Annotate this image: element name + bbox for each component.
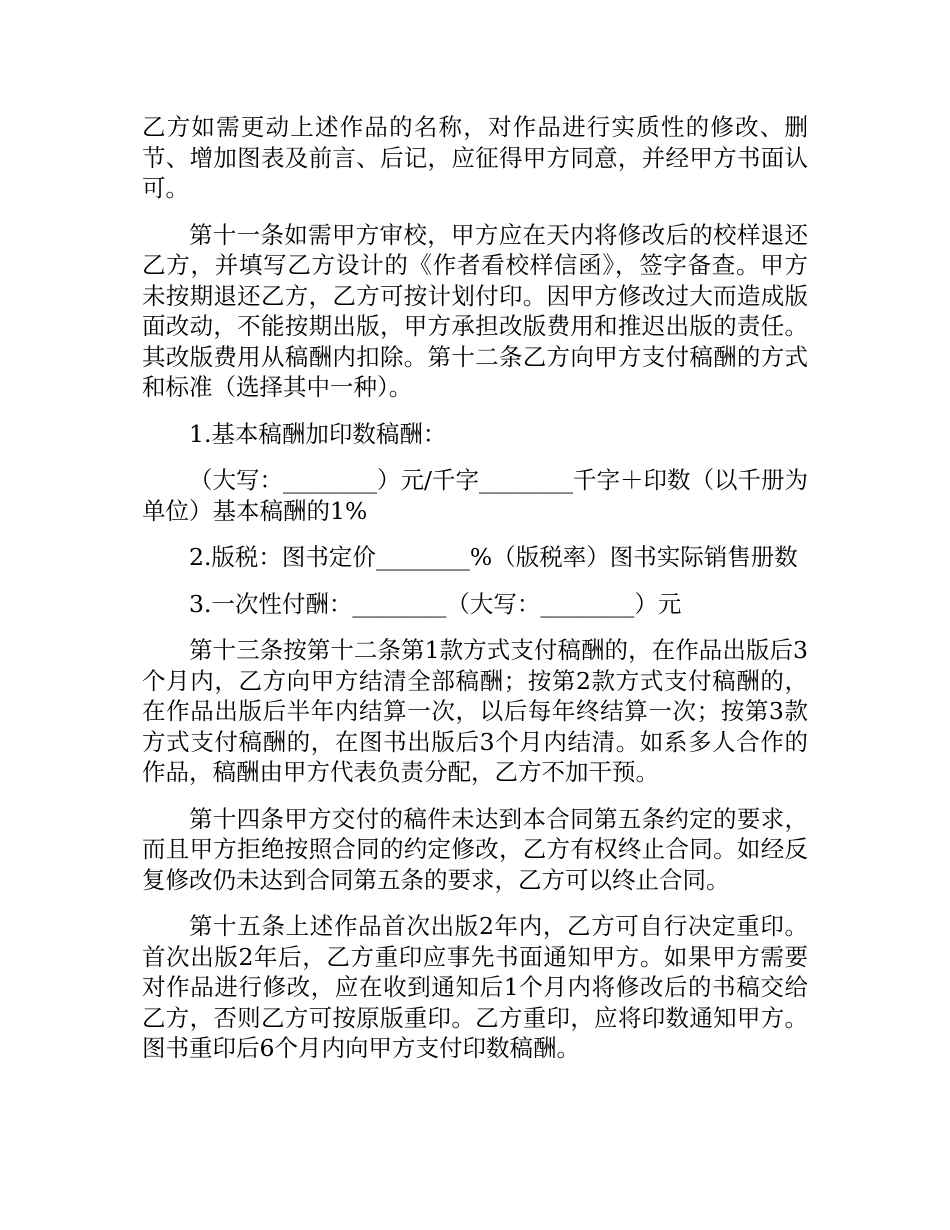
paragraph-article-11: 第十一条如需甲方审校，甲方应在天内将修改后的校样退还乙方，并填写乙方设计的《作者看校样信函》，签字备查。甲方未按期退还乙方，乙方可按计划付印。因甲方修改过大而造成版面改动，不能按期出版，甲方承担改版费用和推迟出版的责任。其改版费用从稿酬内扣除。第十二条乙方向甲方支付稿酬的方式和标准（选择其中一种）。: [142, 220, 808, 401]
paragraph-article-15: 第十五条上述作品首次出版2年内，乙方可自行决定重印。首次出版2年后，乙方重印应事先书面通知甲方。如果甲方需要对作品进行修改，应在收到通知后1个月内将修改后的书稿交给乙方，否则乙方可按原版重印。乙方重印，应将印数通知甲方。图书重印后6个月内向甲方支付印数稿酬。: [142, 912, 808, 1062]
paragraph-article-13: 第十三条按第十二条第1款方式支付稿酬的，在作品出版后3个月内，乙方向甲方结清全部稿酬；按第2款方式支付稿酬的，在作品出版后半年内结算一次，以后每年终结算一次；按第3款方式支付稿酬的，在图书出版后3个月内结清。如系多人合作的作品，稿酬由甲方代表负责分配，乙方不加干预。: [142, 636, 808, 786]
paragraph-option-1: 1.基本稿酬加印数稿酬：: [189, 419, 447, 448]
paragraph-option-1-detail: （大写：________）元/千字________千字＋印数（以千册为单位）基本稿酬的1%: [142, 466, 808, 525]
paragraph-option-2: 2.版税：图书定价________%（版税率）图书实际销售册数: [189, 543, 798, 571]
paragraph-option-3: 3.一次性付酬：________（大写：________）元: [189, 589, 682, 618]
document-page: [142, 112, 808, 1080]
paragraph-article-14: 第十四条甲方交付的稿件未达到本合同第五条约定的要求，而且甲方拒绝按照合同的约定修改，乙方有权终止合同。如经反复修改仍未达到合同第五条的要求，乙方可以终止合同。: [142, 804, 808, 894]
paragraph-1: 乙方如需更动上述作品的名称，对作品进行实质性的修改、删节、增加图表及前言、后记，应征得甲方同意，并经甲方书面认可。: [142, 113, 808, 202]
